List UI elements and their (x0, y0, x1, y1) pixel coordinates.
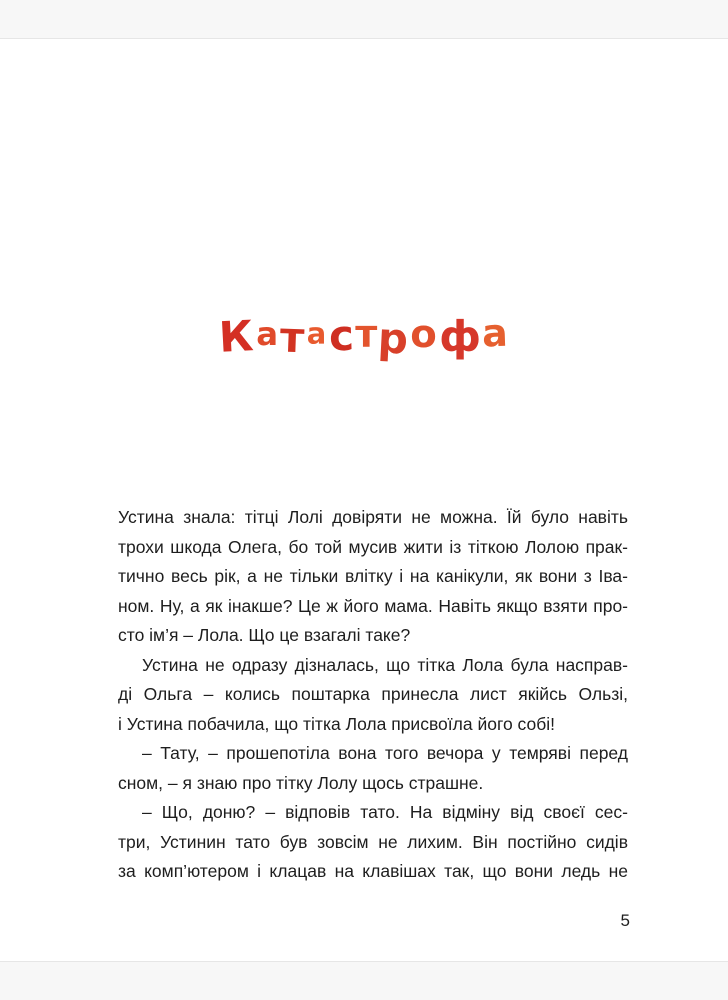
page-top-margin (0, 0, 728, 39)
title-letter: а (256, 316, 279, 353)
text-line: – Що, доню? – відповів тато. На відміну від своєї сес- (142, 802, 628, 822)
title-letter: р (377, 313, 411, 364)
text-line: і Устина побачила, що тітка Лола присвоїла його собі! (118, 713, 556, 734)
title-letter: ф (439, 312, 482, 361)
paragraph (118, 503, 628, 651)
title-letter: а (481, 310, 510, 356)
chapter-title (0, 305, 728, 368)
paragraph (118, 651, 628, 740)
text-line: Устина не одразу дізналась, що тітка Лола була насправ- (142, 654, 628, 675)
title-letter: т (355, 312, 379, 356)
page-bottom-margin (0, 961, 728, 1000)
text-line: ном. Ну, а як інакше? Це ж його мама. Навіть якщо взяти про- (118, 595, 628, 616)
title-letter: К (218, 311, 256, 362)
text-line: ді Ольга – колись поштарка принесла лист якійсь Ользі, (118, 684, 628, 704)
text-line: трохи шкода Олега, бо той мусив жити із тіткою Лолою прак- (118, 536, 628, 557)
page-number: 5 (620, 911, 630, 930)
text-line: сто ім’я – Лола. Що це взагалі таке? (118, 625, 411, 645)
text-line: тично весь рік, а не тільки влітку і на канікули, як вони з Іва- (118, 566, 628, 586)
text-line: Устина знала: тітці Лолі довіряти не можна. Їй було навіть (118, 507, 628, 527)
title-letter: а (307, 317, 328, 351)
text-line: – Тату, – прошепотіла вона того вечора у темряві перед (142, 743, 628, 763)
title-letter: о (410, 311, 439, 357)
paragraph (118, 798, 628, 887)
title-letter: т (279, 312, 307, 363)
text-line: сном, – я знаю про тітку Лолу щось страшне. (118, 772, 484, 793)
body-text (118, 503, 628, 887)
paragraph (118, 739, 628, 798)
text-line: за комп’ютером і клацав на клавішах так, що вони ледь не (118, 861, 628, 881)
text-line: три, Устинин тато був зовсім не лихим. Він постійно сидів (118, 831, 628, 852)
title-letter: с (328, 310, 357, 361)
